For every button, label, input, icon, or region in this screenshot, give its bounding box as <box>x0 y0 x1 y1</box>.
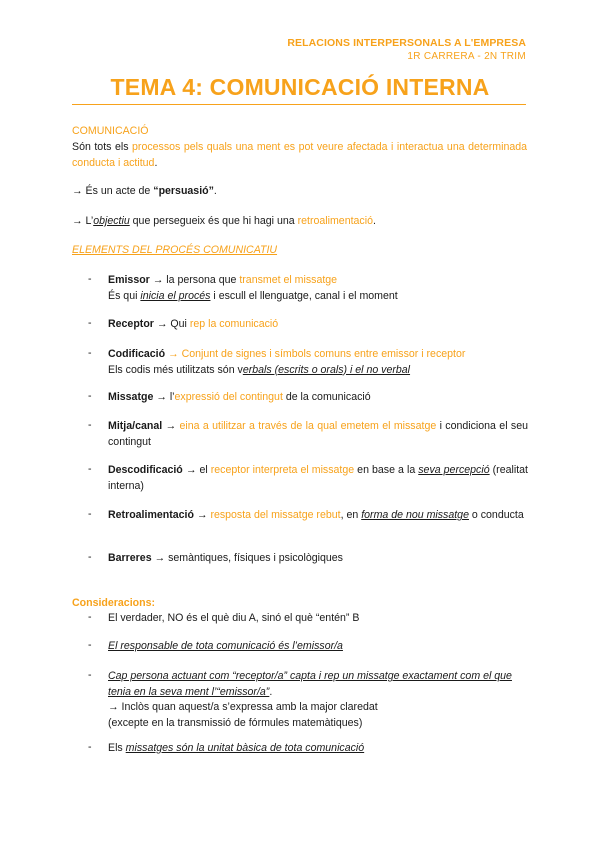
bullet: - <box>88 639 92 651</box>
bullet: - <box>88 347 92 359</box>
element-canal: Mitja/canal → eina a utilitzar a través de la qual emetem el missatge i condiciona el seu contingut <box>108 420 528 448</box>
section-heading-elements: ELEMENTS DEL PROCÉS COMUNICATIU <box>72 244 278 256</box>
comunicacio-definition: Són tots els processos pels quals una ment es pot veure afectada i interactua una determinada conducta i actitud. <box>72 141 528 169</box>
section-heading-consideracions: Consideracions: <box>72 597 156 609</box>
section-heading-comunicacio: COMUNICACIÓ <box>72 125 149 137</box>
bullet: - <box>88 741 92 753</box>
bullet: - <box>88 669 92 681</box>
element-codificacio: Codificació → Conjunt de signes i símbols comuns entre emissor i receptor Els codis més utilitzats són verbals (escrits o orals) i el no verbal <box>108 348 466 376</box>
bullet: - <box>88 419 92 431</box>
element-emissor: Emissor → la persona que transmet el missatge És qui inicia el procés i escull el llenguatge, canal i el moment <box>108 274 398 302</box>
consideracio-4: Els missatges són la unitat bàsica de tota comunicació <box>108 742 365 754</box>
bullet: - <box>88 317 92 329</box>
bullet: - <box>88 390 92 402</box>
bullet: - <box>88 611 92 623</box>
element-receptor: Receptor → Qui rep la comunicació <box>108 318 279 330</box>
consideracio-1: El verdader, NO és el què diu A, sinó el què “entén” B <box>108 612 360 624</box>
consideracio-2: El responsable de tota comunicació és l’emissor/a <box>108 640 343 652</box>
bullet: - <box>88 463 92 475</box>
course-header: RELACIONS INTERPERSONALS A L'EMPRESA <box>287 37 526 49</box>
page-title: TEMA 4: COMUNICACIÓ INTERNA <box>110 74 490 100</box>
objectiu-line: → L’objectiu que persegueix és que hi hagi una retroalimentació. <box>72 215 376 227</box>
bullet: - <box>88 273 92 285</box>
element-barreres: Barreres → semàntiques, físiques i psicològiques <box>108 552 343 564</box>
consideracio-3: Cap persona actuant com “receptor/a” capta i rep un missatge exactament com el que tenia en la seva ment l’“emissor/a”. → Inclòs quan aquest/a s’expressa amb la major claredat (excepte en la transmissió de fórmules matemàtiques) <box>108 670 512 729</box>
title-divider <box>72 104 526 105</box>
term-header: 1R CARRERA - 2N TRIM <box>407 51 526 62</box>
element-missatge: Missatge → l’expressió del contingut de la comunicació <box>108 391 371 403</box>
bullet: - <box>88 551 92 563</box>
element-retroalimentacio: Retroalimentació → resposta del missatge rebut, en forma de nou missatge o conducta <box>108 509 524 521</box>
bullet: - <box>88 508 92 520</box>
persuasio-line: → És un acte de “persuasió”. <box>72 185 217 197</box>
element-descodificacio: Descodificació → el receptor interpreta el missatge en base a la seva percepció (realitat interna) <box>108 464 528 492</box>
